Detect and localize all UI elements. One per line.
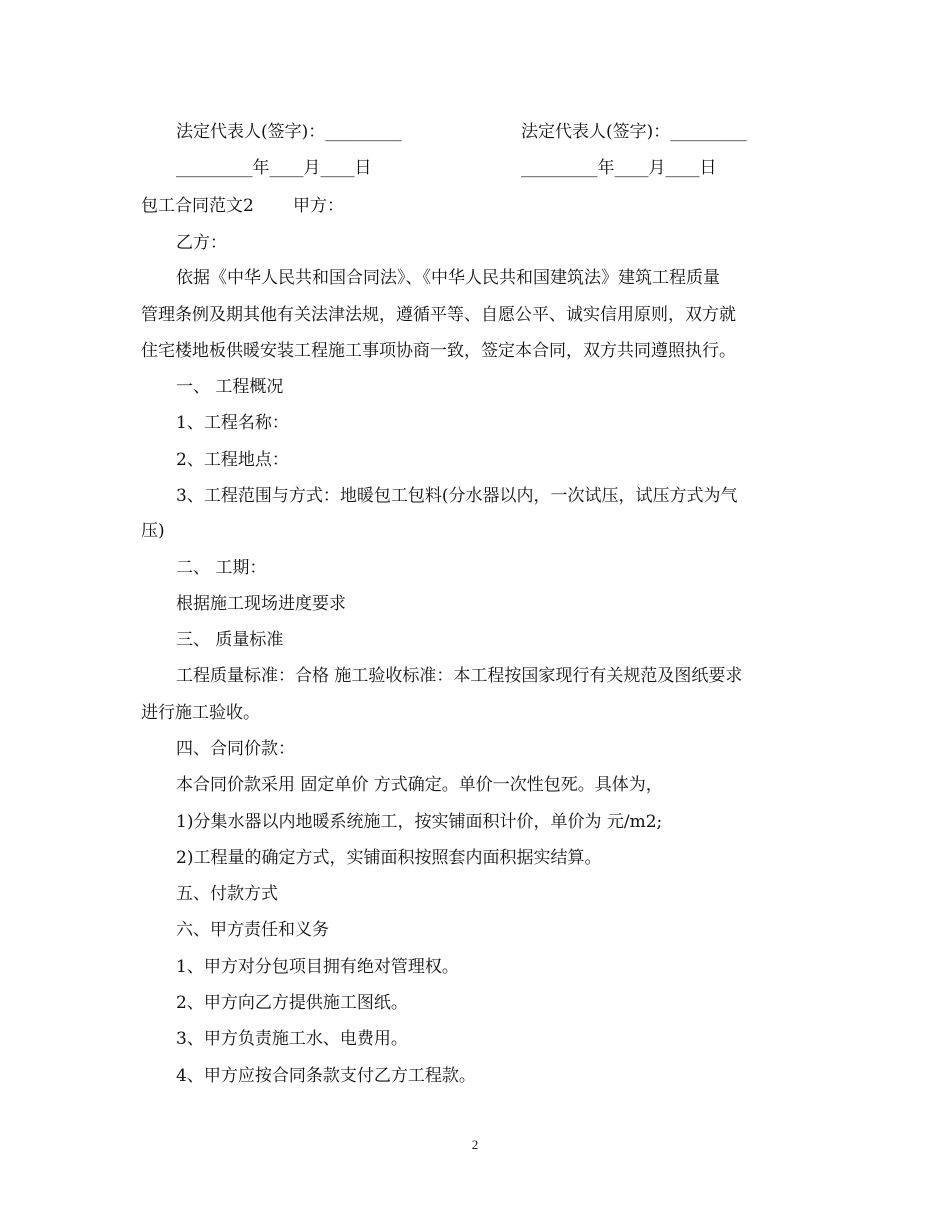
price-item-1: 1)分集水器以内地暖系统施工，按实铺面积计价，单价为 元/m2; bbox=[176, 812, 663, 832]
party-a-duty-item: 4、甲方应按合同条款支付乙方工程款。 bbox=[176, 1066, 476, 1086]
section-2-title: 二、 工期： bbox=[176, 558, 267, 578]
section-1-title: 一、 工程概况 bbox=[176, 377, 284, 397]
left-signature-date: _________年____月____日 bbox=[176, 158, 372, 178]
intro-line-1: 依据《中华人民共和国合同法》、《中华人民共和国建筑法》建筑工程质量 bbox=[176, 268, 720, 288]
quality-standard-line-2: 进行施工验收。 bbox=[141, 703, 260, 723]
project-name-field: 1、工程名称： bbox=[176, 413, 289, 433]
section-5-title: 五、付款方式 bbox=[176, 884, 278, 904]
right-signature-date: _________年____月____日 bbox=[521, 158, 717, 178]
left-legal-rep-signature: 法定代表人(签字)：_________ bbox=[176, 122, 402, 142]
party-a-duty-item: 1、甲方对分包项目拥有绝对管理权。 bbox=[176, 957, 459, 977]
intro-line-3: 住宅楼地板供暖安装工程施工事项协商一致，签定本合同，双方共同遵照执行。 bbox=[141, 341, 736, 361]
party-a-duty-item: 2、甲方向乙方提供施工图纸。 bbox=[176, 993, 408, 1013]
section-4-title: 四、合同价款： bbox=[176, 739, 295, 759]
contract-price-text: 本合同价款采用 固定单价 方式确定。单价一次性包死。具体为， bbox=[176, 775, 663, 795]
intro-line-2: 管理条例及期其他有关法津法规，遵循平等、自愿公平、诚实信用原则，双方就 bbox=[141, 305, 736, 325]
price-item-2: 2)工程量的确定方式，实铺面积按照套内面积据实结算。 bbox=[176, 848, 602, 868]
page-number: 2 bbox=[471, 1137, 479, 1152]
project-location-field: 2、工程地点： bbox=[176, 450, 289, 470]
project-scope-line-2: 压) bbox=[141, 521, 165, 541]
schedule-text: 根据施工现场进度要求 bbox=[176, 594, 346, 614]
section-6-title: 六、甲方责任和义务 bbox=[176, 920, 329, 940]
project-scope-line-1: 3、工程范围与方式：地暖包工包料(分水器以内，一次试压，试压方式为气 bbox=[176, 486, 738, 506]
document-title: 包工合同范文2 bbox=[141, 196, 254, 216]
section-3-title: 三、 质量标准 bbox=[176, 630, 284, 650]
party-b-label: 乙方： bbox=[176, 233, 227, 253]
right-legal-rep-signature: 法定代表人(签字)：_________ bbox=[521, 122, 747, 142]
party-a-label: 甲方： bbox=[293, 196, 344, 216]
quality-standard-line-1: 工程质量标准：合格 施工验收标准：本工程按国家现行有关规范及图纸要求 bbox=[176, 666, 743, 686]
party-a-duty-item: 3、甲方负责施工水、电费用。 bbox=[176, 1029, 408, 1049]
